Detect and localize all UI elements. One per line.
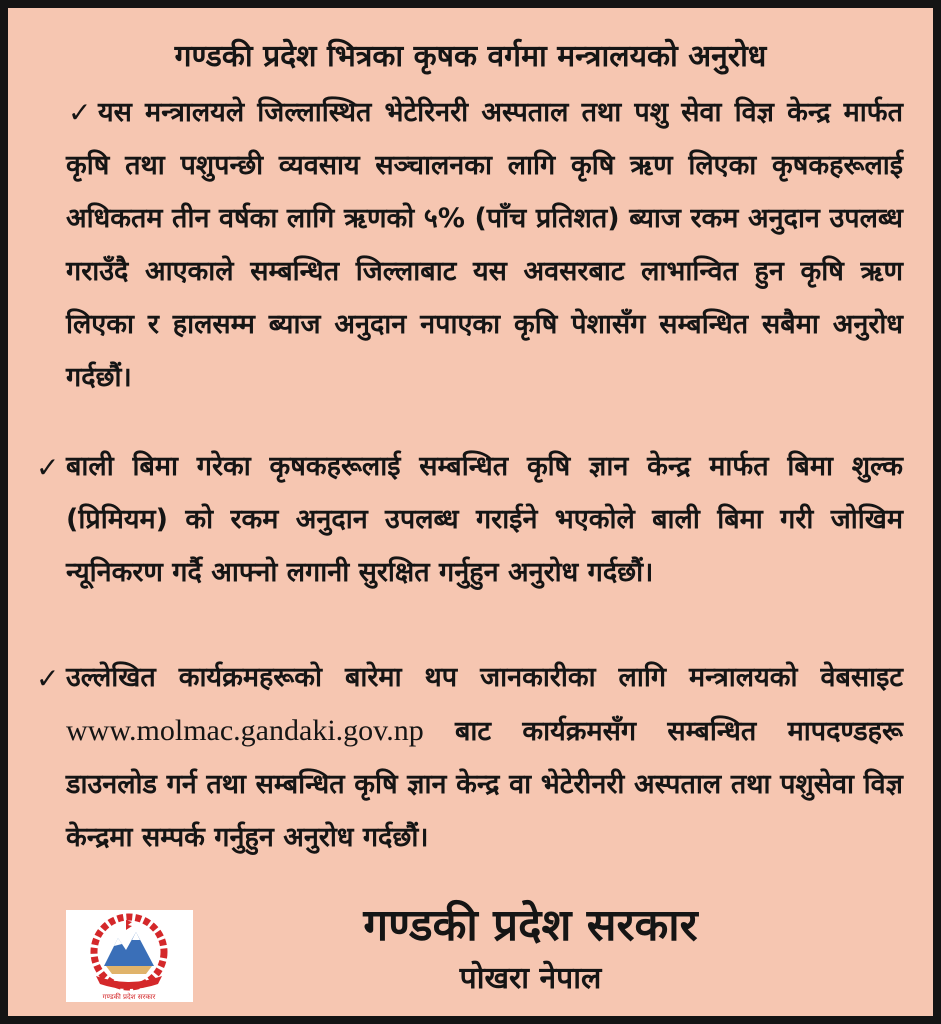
website-link[interactable]: www.molmac.gandaki.gov.np	[66, 714, 424, 747]
checkmark-icon: ✓	[36, 662, 60, 695]
emblem-graphic	[66, 910, 193, 1002]
paragraph-website-info	[66, 651, 903, 864]
checkmark-icon: ✓	[68, 96, 92, 129]
website-followup-text: बाट कार्यक्रमसँग सम्बन्धित मापदण्डहरू डाउनलोड गर्न तथा सम्बन्धित कृषि ज्ञान केन्द्र वा भेटेरीनरी अस्पताल तथा पशुसेवा विज्ञ केन्द्रमा सम्पर्क गर्नुहुन अनुरोध गर्दछौं।	[66, 716, 903, 853]
website-intro-text: उल्लेखित कार्यक्रमहरूको बारेमा थप जानकारीका लागि मन्त्रालयको वेबसाइट	[66, 662, 903, 693]
checkmark-icon: ✓	[36, 451, 60, 484]
government-emblem	[66, 910, 193, 1002]
notice-heading: गण्डकी प्रदेश भित्रका कृषक वर्गमा मन्त्रालयको अनुरोध	[174, 39, 767, 74]
emblem-caption: गण्डकी प्रदेश सरकार	[102, 993, 156, 1001]
footer-title: गण्डकी प्रदेश सरकार	[363, 900, 698, 951]
paragraph-interest-subsidy: यस मन्त्रालयले जिल्लास्थित भेटेरिनरी अस्पताल तथा पशु सेवा विज्ञ केन्द्र मार्फत कृषि तथा पशुपन्छी व्यवसाय सञ्चालनका लागि कृषि ऋण लिएका कृषकहरूलाई अधिकतम तीन वर्षका लागि ऋणको ५% (पाँच प्रतिशत) ब्याज रकम अनुदान उपलब्ध गराउँदै आएकाले सम्बन्धित जिल्लाबाट यस अवसरबाट लाभान्वित हुन कृषि ऋण लिएका र हालसम्म ब्याज अनुदान नपाएका कृषि पेशासँग सम्बन्धित सबैमा अनुरोध गर्दछौं।	[66, 97, 903, 393]
footer-subtitle: पोखरा नेपाल	[459, 961, 602, 996]
paragraph-crop-insurance: बाली बिमा गरेका कृषकहरूलाई सम्बन्धित कृषि ज्ञान केन्द्र मार्फत बिमा शुल्क (प्रिमियम) को रकम अनुदान उपलब्ध गराईने भएकोले बाली बिमा गरी जोखिम न्यूनिकरण गर्दै आफ्नो लगानी सुरक्षित गर्नुहुन अनुरोध गर्दछौं।	[66, 451, 903, 588]
